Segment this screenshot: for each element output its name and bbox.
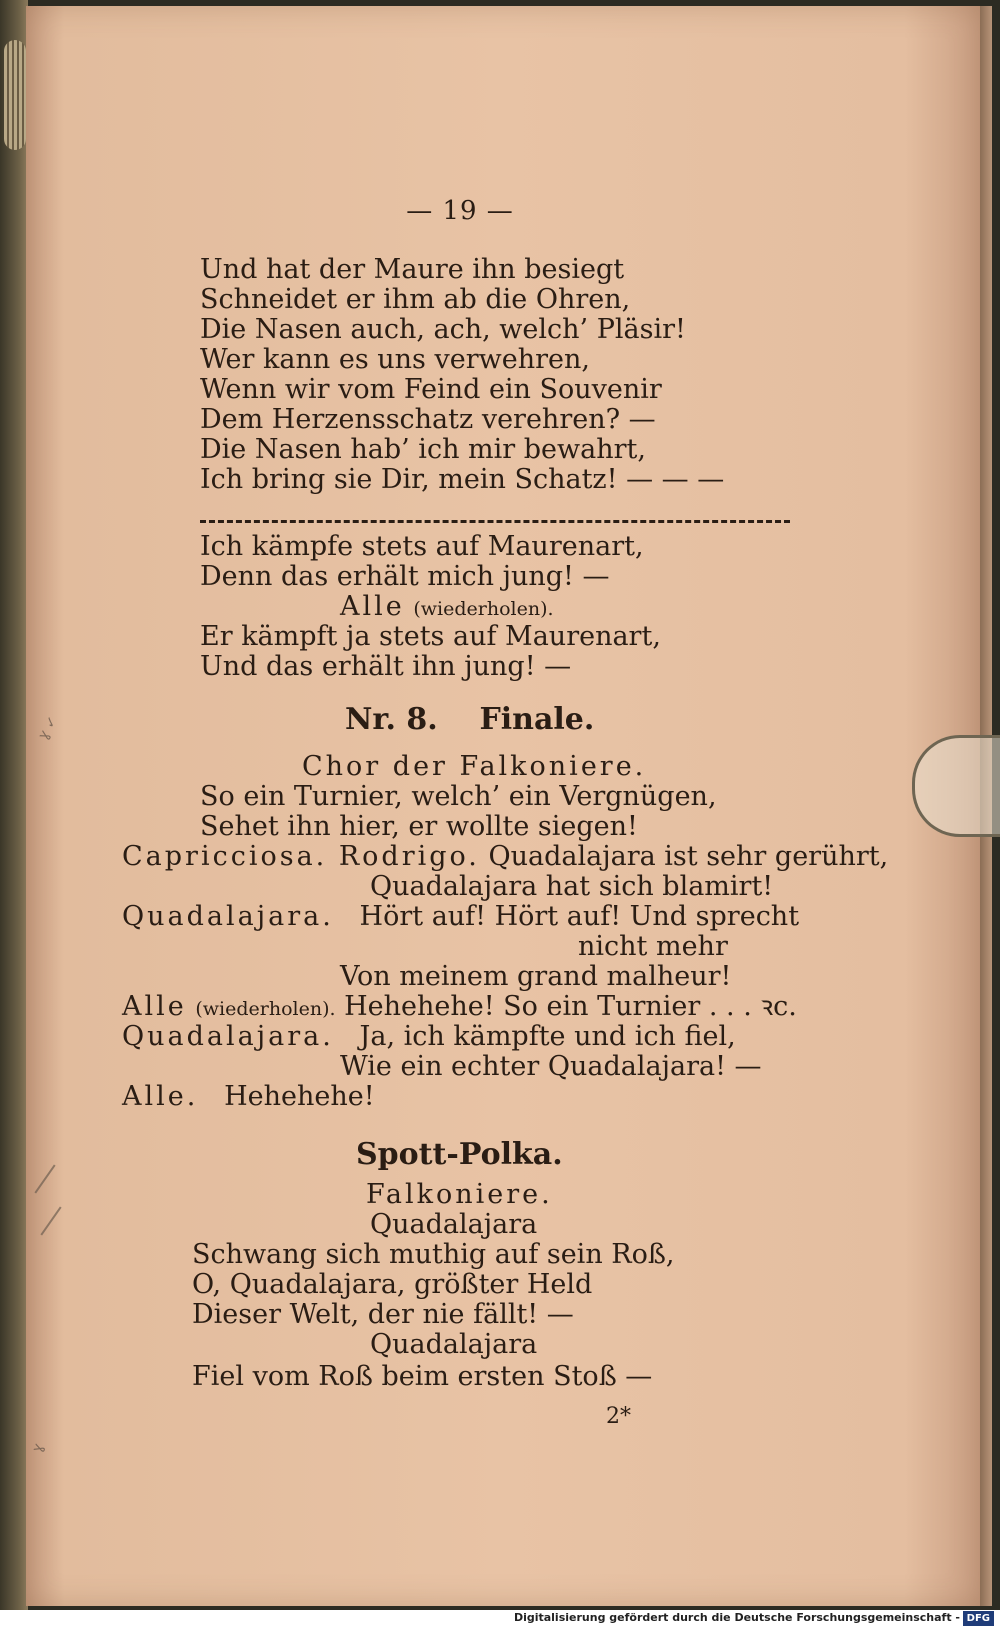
footer-credit: Digitalisierung gefördert durch die Deutsche Forschungsgemeinschaft - [513, 1611, 960, 1624]
verse-line: Er kämpft ja stets auf Maurenart, [200, 621, 661, 652]
verse-line: So ein Turnier, welch’ ein Vergnügen, [200, 781, 717, 812]
verse-line: O, Quadalajara, größter Held [192, 1269, 593, 1300]
binding-coil [4, 40, 26, 150]
verse-line: Dieser Welt, der nie fällt! — [192, 1299, 574, 1330]
verse-line: Ich bring sie Dir, mein Schatz! — — — [200, 464, 725, 495]
digitization-footer [0, 1610, 1000, 1628]
speaker-label: Quadalajara. [122, 1021, 334, 1052]
dialogue-text: Ja, ich kämpfte und ich fiel, [359, 1021, 736, 1052]
verse-line: Dem Herzensschatz verehren? — [200, 404, 656, 435]
verse-line: Wenn wir vom Feind ein Souvenir [200, 374, 662, 405]
verse-line: Wie ein echter Quadalajara! — [340, 1051, 762, 1082]
section-heading [345, 702, 594, 737]
dialogue-line [122, 902, 799, 932]
verse-line: Quadalajara [370, 1329, 538, 1360]
verse-line: Wer kann es uns verwehren, [200, 344, 590, 375]
verse-line: Denn das erhält mich jung! — [200, 561, 610, 592]
chorus-label: Falkoniere. [366, 1179, 553, 1210]
pencil-ticks [30, 1160, 70, 1250]
pencil-annotation: ɣ ✓ [35, 713, 62, 743]
verse-line: Von meinem grand malheur! [340, 961, 732, 992]
dialogue-text: Hehehehe! So ein Turnier . . . ꝛc. [344, 991, 797, 1022]
speaker-label: Alle. [122, 1081, 199, 1112]
section-title: Finale. [479, 702, 595, 737]
verse-line: Ich kämpfe stets auf Maurenart, [200, 531, 644, 562]
dialogue-text: Quadalajara ist sehr gerührt, [488, 841, 889, 872]
speaker-label: Alle [122, 991, 187, 1022]
speaker-label: Capricciosa. Rodrigo. [122, 841, 480, 872]
dialogue-line [122, 1082, 375, 1112]
verse-line: Und hat der Maure ihn besiegt [200, 254, 625, 285]
pencil-annotation: ɣ [29, 1441, 48, 1455]
paper-clip [912, 735, 1000, 837]
pencil-tick [34, 1165, 55, 1194]
verse-line: Quadalajara hat sich blamirt! [370, 871, 774, 902]
stage-note: (wiederholen). [413, 598, 554, 620]
verse-line: Schwang sich muthig auf sein Roß, [192, 1239, 675, 1270]
verse-line: Und das erhält ihn jung! — [200, 651, 572, 682]
dialogue-text: Hört auf! Hört auf! Und sprecht [359, 901, 800, 932]
section-number: Nr. 8. [345, 702, 438, 737]
dialogue-line [122, 1022, 736, 1052]
stage-direction [340, 592, 554, 624]
dialogue-line [122, 992, 797, 1024]
section-heading: Spott-Polka. [356, 1137, 563, 1172]
speaker-label: Alle [340, 591, 405, 622]
chorus-label: Chor der Falkoniere. [302, 751, 647, 782]
pencil-tick [40, 1207, 61, 1236]
page-number: — 19 — [406, 196, 514, 226]
dfg-logo[interactable]: DFG [963, 1611, 994, 1626]
dialogue-text: Hehehehe! [224, 1081, 375, 1112]
verse-line: Die Nasen auch, ach, welch’ Pläsir! [200, 314, 686, 345]
speaker-label: Quadalajara. [122, 901, 334, 932]
verse-line: Quadalajara [370, 1209, 538, 1240]
verse-line: Die Nasen hab’ ich mir bewahrt, [200, 434, 646, 465]
verse-line: Schneidet er ihm ab die Ohren, [200, 284, 631, 315]
signature-mark: 2* [606, 1404, 631, 1429]
verse-line: nicht mehr [578, 931, 728, 962]
verse-line: Sehet ihn hier, er wollte siegen! [200, 811, 638, 842]
dashed-divider [200, 520, 790, 523]
book-binding [0, 0, 28, 1610]
verse-line: Fiel vom Roß beim ersten Stoß — [192, 1361, 653, 1392]
dialogue-line [122, 842, 888, 872]
stage-note: (wiederholen). [195, 998, 336, 1020]
